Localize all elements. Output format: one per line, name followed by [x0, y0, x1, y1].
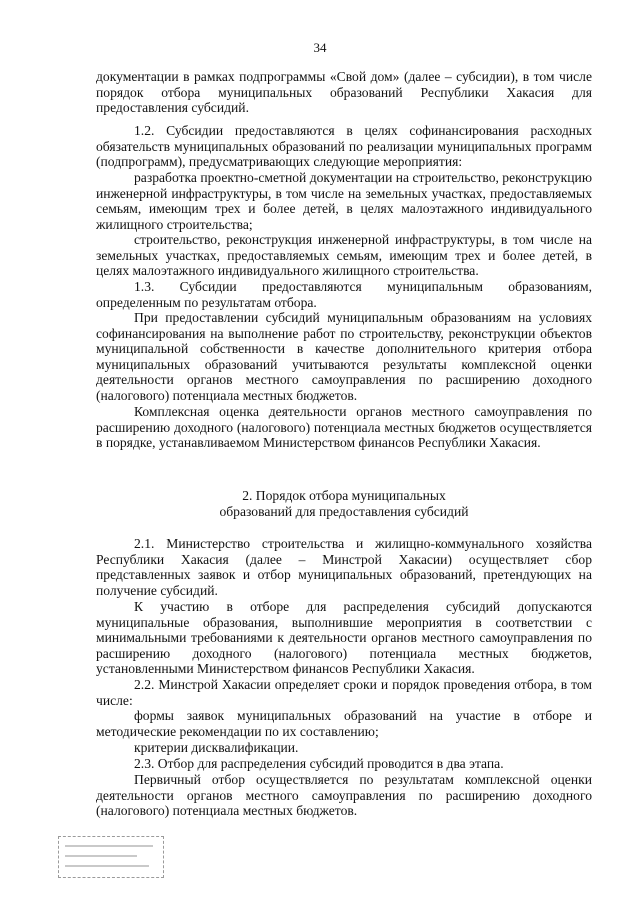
- paragraph: 2.3. Отбор для распределения субсидий проводится в два этапа.: [134, 756, 504, 771]
- section-heading-line-1: 2. Порядок отбора муниципальных: [242, 488, 446, 503]
- paragraph: При предоставлении субсидий муниципальным образованиям на условиях софинансирования на выполнение работ по строительству, реконструкции объектов муниципальной собственности в качестве дополнительного критерия отбора муниципальных образований учитываются результаты комплексной оценки деятельности органов местного самоуправления по расширению доходного (налогового) потенциала местных бюджетов.: [96, 310, 592, 403]
- paragraph: Комплексная оценка деятельности органов местного самоуправления по расширению доходного (налогового) потенциала местных бюджетов осуществляется в порядке, устанавливаемом Министерством финансов Республики Хакасия.: [96, 404, 592, 451]
- paragraph: 2.2. Минстрой Хакасии определяет сроки и порядок проведения отбора, в том числе:: [96, 677, 592, 708]
- stamp-line: [65, 865, 149, 867]
- paragraph: 2.1. Министерство строительства и жилищно-коммунального хозяйства Республики Хакасия (далее – Минстрой Хакасии) осуществляет сбор представленных заявок и отбор муниципальных образований, претендующих на получение субсидий.: [96, 536, 592, 598]
- paragraph: формы заявок муниципальных образований на участие в отборе и методические рекомендации по их составлению;: [96, 708, 592, 739]
- page-number: 34: [313, 40, 327, 55]
- paragraph: критерии дисквалификации.: [134, 740, 299, 755]
- stamp-line: [65, 855, 137, 857]
- stamp-line: [65, 845, 153, 847]
- registration-stamp: [58, 836, 164, 878]
- paragraph: Первичный отбор осуществляется по результатам комплексной оценки деятельности органов местного самоуправления по расширению доходного (налогового) потенциала местных бюджетов.: [96, 772, 592, 819]
- paragraph: разработка проектно-сметной документации на строительство, реконструкцию инженерной инфраструктуры, в том числе на земельных участках, предоставляемых семьям, имеющим трех и более детей, в целях малоэтажного индивидуального жилищного строительства;: [96, 170, 592, 232]
- paragraph: К участию в отборе для распределения субсидий допускаются муниципальные образования, выполнившие мероприятия в соответствии с минимальными требованиями к деятельности органов местного самоуправления по расширению доходного (налогового) потенциала местных бюджетов, установленными Министерством финансов Республики Хакасия.: [96, 599, 592, 677]
- paragraph: 1.3. Субсидии предоставляются муниципальным образованиям, определенным по результатам отбора.: [96, 279, 592, 310]
- paragraph: 1.2. Субсидии предоставляются в целях софинансирования расходных обязательств муниципальных образований по реализации муниципальных программ (подпрограмм), предусматривающих следующие мероприятия:: [96, 123, 592, 170]
- section-heading-line-2: образований для предоставления субсидий: [219, 504, 469, 519]
- paragraph: строительство, реконструкция инженерной инфраструктуры, в том числе на земельных участках, предоставляемых семьям, имеющим трех и более детей, в целях малоэтажного индивидуального жилищного строительства.: [96, 232, 592, 279]
- paragraph: документации в рамках подпрограммы «Свой дом» (далее – субсидии), в том числе порядок отбора муниципальных образований Республики Хакасия для предоставления субсидий.: [96, 69, 592, 116]
